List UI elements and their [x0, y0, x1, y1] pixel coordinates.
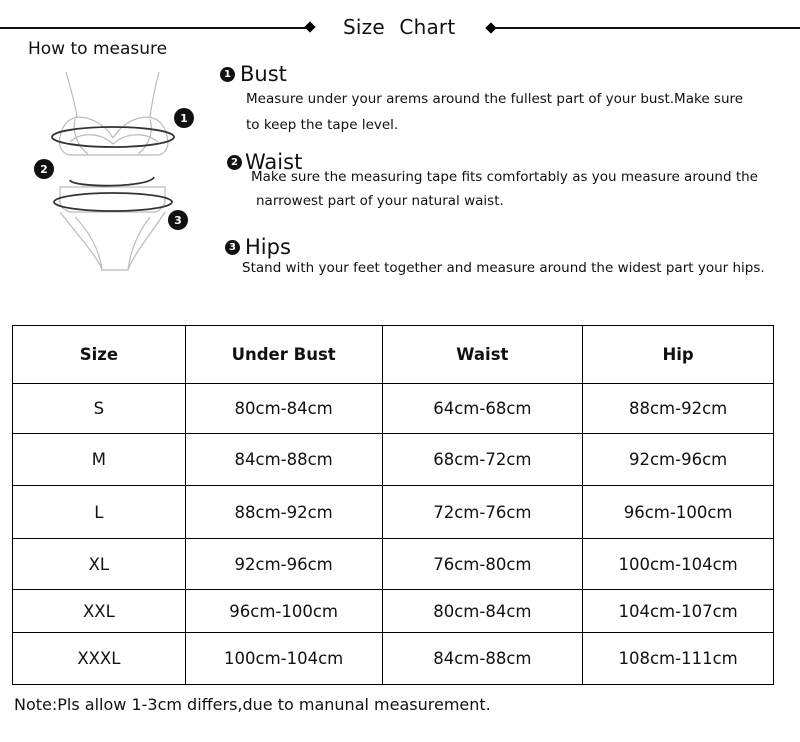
table-row [13, 633, 774, 685]
cell-under-bust: 88cm-92cm [185, 486, 382, 539]
section-hips [225, 235, 765, 283]
header-rule-left [0, 27, 308, 29]
section-title: Bust [240, 62, 287, 86]
cell-hip: 108cm-111cm [583, 633, 774, 685]
table-row [13, 384, 774, 434]
page-title: Size Chart [343, 15, 456, 39]
cell-under-bust: 100cm-104cm [185, 633, 382, 685]
section-title: Hips [245, 235, 291, 259]
description-line: Make sure the measuring tape fits comfortably as you measure around the [251, 169, 758, 185]
cell-size: XXXL [13, 633, 186, 685]
header-under-bust: Under Bust [185, 326, 382, 384]
description-line: Measure under your arems around the fullest part of your bust.Make sure [246, 91, 744, 107]
table-row [13, 434, 774, 486]
cell-hip: 96cm-100cm [583, 486, 774, 539]
cell-under-bust: 96cm-100cm [185, 590, 382, 633]
how-to-measure-label: How to measure [28, 39, 168, 59]
section-waist [227, 150, 758, 213]
section-description [246, 84, 743, 140]
number-3-icon: 3 [225, 240, 240, 255]
cell-hip: 88cm-92cm [583, 384, 774, 434]
cell-waist: 76cm-80cm [382, 539, 583, 590]
svg-text:1: 1 [180, 112, 188, 125]
table-row [13, 486, 774, 539]
diamond-icon [304, 21, 315, 32]
section-description [251, 165, 758, 213]
cell-waist: 84cm-88cm [382, 633, 583, 685]
svg-text:3: 3 [174, 214, 182, 227]
cell-under-bust: 80cm-84cm [185, 384, 382, 434]
description-line: to keep the tape level. [246, 117, 399, 133]
header-hip: Hip [583, 326, 774, 384]
cell-under-bust: 84cm-88cm [185, 434, 382, 486]
cell-waist: 72cm-76cm [382, 486, 583, 539]
measurement-note: Note:Pls allow 1-3cm differs,due to manunal measurement. [14, 695, 491, 714]
cell-waist: 68cm-72cm [382, 434, 583, 486]
cell-size: M [13, 434, 186, 486]
cell-waist: 64cm-68cm [382, 384, 583, 434]
cell-size: S [13, 384, 186, 434]
bikini-measure-diagram-icon [30, 62, 220, 277]
table-header-row [13, 326, 774, 384]
size-chart-table [12, 325, 774, 685]
svg-text:2: 2 [40, 163, 48, 176]
cell-hip: 92cm-96cm [583, 434, 774, 486]
section-title: Waist [245, 150, 303, 174]
cell-hip: 100cm-104cm [583, 539, 774, 590]
description-line: Stand with your feet together and measure around the widest part your hips. [242, 260, 765, 276]
number-2-icon: 2 [227, 155, 242, 170]
header-size: Size [13, 326, 186, 384]
table-row [13, 539, 774, 590]
section-description [242, 253, 765, 283]
cell-size: XXL [13, 590, 186, 633]
cell-hip: 104cm-107cm [583, 590, 774, 633]
number-1-icon: 1 [220, 67, 235, 82]
cell-size: L [13, 486, 186, 539]
table-row [13, 590, 774, 633]
cell-size: XL [13, 539, 186, 590]
description-line: narrowest part of your natural waist. [256, 193, 504, 209]
section-bust [220, 62, 743, 140]
cell-waist: 80cm-84cm [382, 590, 583, 633]
header-rule-right [492, 27, 800, 29]
header-waist: Waist [382, 326, 583, 384]
cell-under-bust: 92cm-96cm [185, 539, 382, 590]
